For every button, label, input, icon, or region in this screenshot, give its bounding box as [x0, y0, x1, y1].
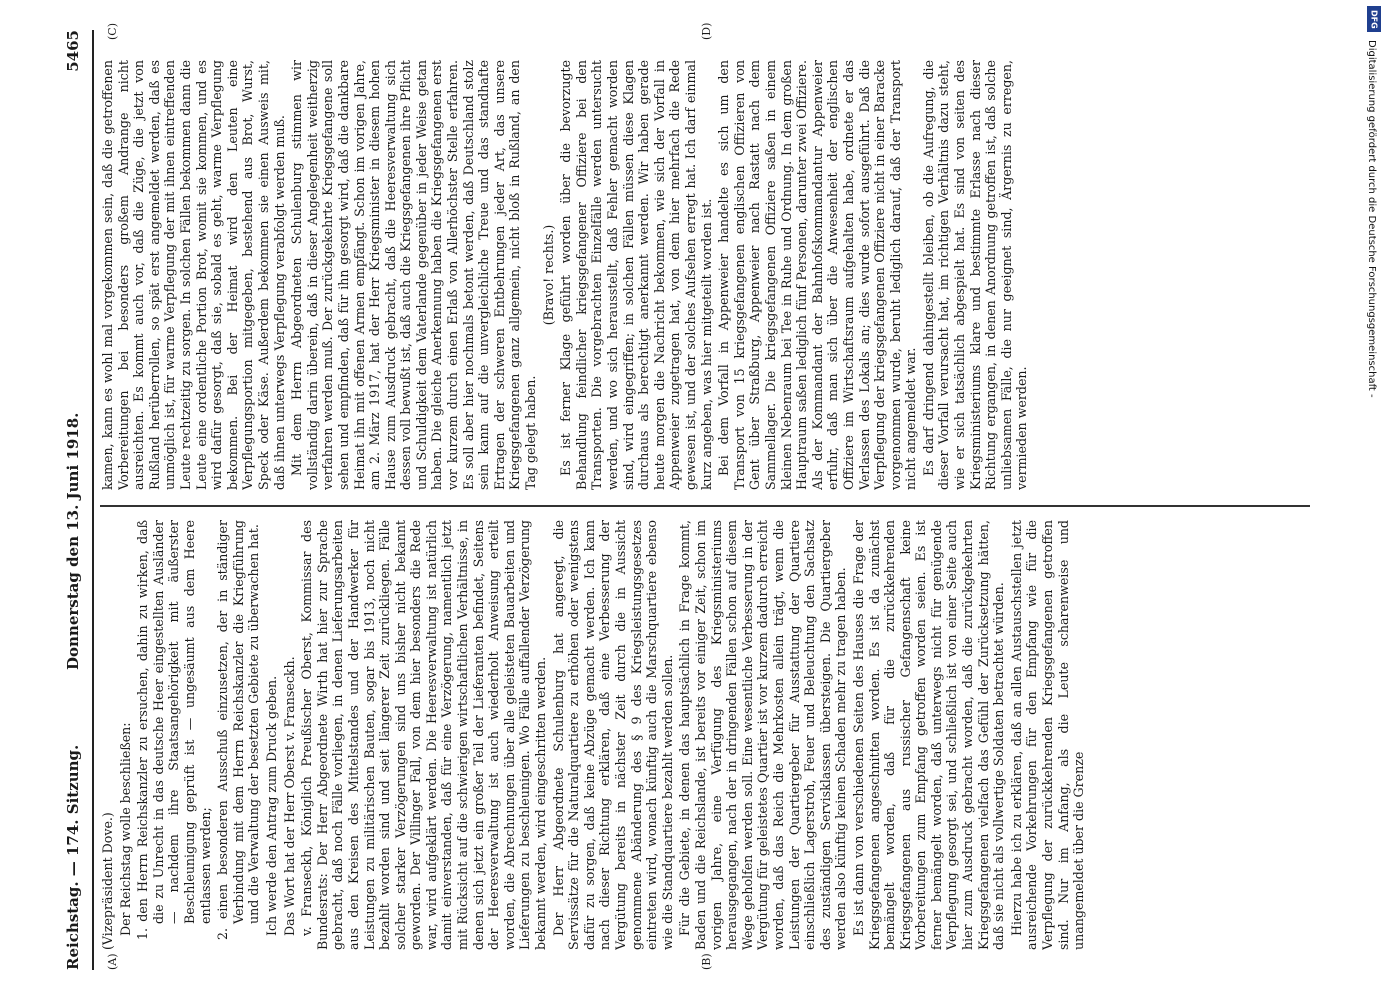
paragraph: Mit dem Herrn Abgeordneten Schulenburg stimmen wir vollständig darin überein, daß in dieser Angelegenheit weitherzig verfahren werden muß. Der zurückgekehrte Kriegsgefangene soll sehen und empfinden, daß für ihn gesorgt wird, daß die dankbare Heimat ihn mit offenen Armen empfängt. Schon im vorigen Jahre, am 2. März 1917, hat der Herr Kriegsminister in diesem hohen Hause zum Ausdruck gebracht, daß die Heeresverwaltung sich dessen voll bewußt ist, daß auch die Kriegsgefangenen ihre Pflicht und Schuldigkeit dem Vaterlande gegenüber in jeder Weise getan haben. Die gleiche Anerkennung haben die Kriegsgefangenen erst vor kurzem durch einen Erlaß von Allerhöchster Stelle erfahren. Es soll aber hier nochmals betont werden, daß Deutschland stolz sein kann auf die unvergleichliche Treue und das standhafte Ertragen der schweren Entbehrungen jeder Art, das unsere Kriegsgefangenen ganz allgemein, nicht bloß in Rußland, an den Tag gelegt haben.: [289, 60, 539, 490]
paragraph: Es ist ferner Klage geführt worden über die bevorzugte Behandlung feindlicher kriegsgefangener Offiziere bei den Transporten. Die vorgebrachten Einzelfälle werden untersucht werden, und wo sich herausstellt, daß Fehler gemacht worden sind, wird eingegriffen; in solchen Fällen müssen diese Klagen durchaus als berechtigt anerkannt werden. Wir haben gerade heute morgen die Nachricht bekommen, wie sich der Vorfall in Appenweier zugetragen hat, von dem hier mehrfach die Rede gewesen ist, und der solches Aufsehen erregt hat. Ich darf einmal kurz angeben, was hier mitgeteilt worden ist.: [558, 60, 714, 490]
margin-marker-c: (C): [106, 23, 119, 40]
list-item: 2. einen besonderen Ausschuß einzusetzen, der in ständiger Verbindung mit dem Herrn Reichskanzler die Kriegführung und die Verwaltung der besetzten Gebiete zu überwachen hat.: [215, 520, 262, 940]
paragraph: kamen, kann es wohl mal vorgekommen sein, daß die getroffenen Vorbereitungen bei besonders großem Andrange nicht ausreichten. Es kommt auch vor, daß die Züge, die jetzt von Rußland herüberrollen, so spät erst angemeldet werden, daß es unmöglich ist, für warme Verpflegung der mit ihnen eintreffenden Leute rechtzeitig zu sorgen. In solchen Fällen bekommen dann die Leute eine ordentliche Portion Brot, womit sie kommen, und es wird dafür gesorgt, daß sie, sobald es geht, warme Verpflegung bekommen. Bei der Heimat wird den Leuten eine Verpflegungsportion mitgegeben, bestehend aus Brot, Wurst, Speck oder Käse. Außerdem bekommen sie einen Ausweis mit, daß ihnen unterwegs Verpflegung verabfolgt werden muß.: [100, 60, 287, 490]
paragraph: Es darf dringend dahingestellt bleiben, ob die Aufregung, die dieser Vorfall verursacht hat, im richtigen Verhältnis dazu steht, wie er sich tatsächlich abgespielt hat. Es sind von seiten des Kriegsministeriums klare und bestimmte Erlasse nach dieser Richtung ergangen, in denen Anordnung getroffen ist, daß solche unliebsamen Fälle, die nur geeignet sind, Ärgernis zu erregen, vermieden werden.: [920, 60, 1030, 490]
page-number: 5465: [64, 30, 82, 72]
margin-marker-d: (D): [700, 22, 713, 40]
right-column: [100, 60, 1310, 490]
page-header: [60, 30, 100, 970]
paragraph: Ich werde den Antrag zum Druck geben.: [263, 675, 279, 936]
header-rule: [92, 30, 94, 970]
column-divider: [100, 506, 1310, 508]
margin-marker-b: (B): [700, 953, 713, 970]
list-item: 1. den Herrn Reichskanzler zu ersuchen, dahin zu wirken, daß die zu Unrecht in das deutsche Heer eingestellten Ausländer — nachdem ihre Staatsangehörigkeit mit äußerster Beschleunigung geprüft ist — ungesäumt aus dem Heere entlassen werden;: [135, 520, 213, 940]
paragraph: Der Herr Abgeordnete Schulenburg hat angeregt, die Servissätze für die Naturalquartiere zu erhöhen oder wenigstens dafür zu sorgen, daß keine Abzüge gemacht werden. Ich kann nach dieser Richtung erklären, daß eine Verbesserung der Vergütung bereits in nächster Zeit durch die in Aussicht genommene Abänderung des § 9 des Kriegsleistungsgesetzes eintreten wird, wonach künftig auch die Marschquartiere ebenso wie die Standquartiere bezahlt werden sollen.: [550, 520, 675, 950]
paragraph: v. Franseckh, Königlich Preußischer Oberst, Kommissar des Bundesrats: Der Herr Abgeordnete Wirth hat hier zur Sprache gebracht, daß noch Fälle vorliegen, in denen Lieferungsarbeiten aus den Kreisen des Mittelstandes und der Handwerker für Leistungen zu militärischen Bauten, sogar bis 1913, noch nicht bezahlt worden sind und seit längerer Zeit zurückliegen. Fälle solcher starker Verzögerungen sind uns bisher nicht bekannt geworden. Der Villinger Fall, von dem hier besonders die Rede war, wird aufgeklärt werden. Die Heeresverwaltung ist natürlich damit einverstanden, daß für eine Verzögerung, namentlich jetzt mit Rücksicht auf die schwierigen wirtschaftlichen Verhältnisse, in denen sich jetzt ein großer Teil der Lieferanten befindet, Seitens der Heeresverwaltung ist auch wiederholt Anweisung erteilt worden, die Abrechnungen über alle geleisteten Bauarbeiten und Lieferungen zu beschleunigen. Wo Fälle auffallender Verzögerung bekannt werden, wird eingeschritten werden.: [299, 520, 549, 950]
left-column: [100, 520, 1310, 950]
margin-marker-a: (A): [106, 953, 119, 970]
speaker-note: (Vizepräsident Dove.): [100, 812, 115, 950]
paragraph: Für die Gebiete, in denen das hauptsächlich in Frage kommt, Baden und die Reichslande, ist bereits vor einiger Zeit, schon im vorigen Jahre, eine Verfügung des Kriegsministeriums herausgegangen, nach der in dringenden Fällen schon auf diesem Wege geholfen werden soll. Eine wesentliche Verbesserung in der Vergütung für geleistetes Quartier ist vor kurzem dadurch erreicht worden, daß das Reich die Mehrkosten allein trägt, wenn die Leistungen der Quartiergeber für Ausstattung der Quartiere einschließlich Lagerstroh, Feuer und Beleuchtung den Sachsatz des zuständigen Servisklassen übersteigen. Die Quartiergeber werden also künftig keinen Schaden mehr zu tragen haben.: [677, 520, 849, 950]
digitization-note: Digitalisierung gefördert durch die Deutsche Forschungsgemeinschaft -: [1366, 40, 1377, 398]
header-date: Donnerstag den 13. Juni 1918.: [64, 412, 82, 670]
dfg-logo-badge: DFG: [1367, 6, 1381, 32]
applause-note: (Bravo! rechts.): [540, 224, 556, 326]
paragraph: Hierzu habe ich zu erklären, daß an allen Austauschstellen jetzt ausreichende Vorkehrungen für den Empfang wie für die Verpflegung der zurückkehrenden Kriegsgefangenen getroffen sind. Nur im Anfang, als die Leute scharenweise und unangemeldet über die Grenze: [1008, 520, 1087, 950]
paragraph: Es ist dann von verschiedenen Seiten des Hauses die Frage der Kriegsgefangenen angeschnitten worden. Es ist da zunächst bemängelt worden, daß für die zurückkehrenden Kriegsgefangenen aus russischer Gefangenschaft keine Vorbereitungen zum Empfang getroffen worden seien. Es ist ferner bemängelt worden, daß unterwegs nicht für genügende Verpflegung gesorgt sei, und schließlich ist von einer Seite auch hier zum Ausdruck gebracht worden, daß die zurückgekehrten Kriegsgefangenen vielfach das Gefühl der Zurücksetzung hätten, daß sie nicht als vollwertige Soldaten betrachtet würden.: [850, 520, 1007, 950]
header-left: Reichstag. — 174. Sitzung.: [64, 744, 82, 970]
paragraph: Der Reichstag wolle beschließen:: [117, 722, 133, 936]
paragraph: Das Wort hat der Herr Oberst v. Franseckh.: [281, 656, 297, 936]
paragraph: Bei dem Vorfall in Appenweier handelte es sich um den Transport von 15 kriegsgefangenen englischen Offizieren von Gent über Straßburg, Appenweier nach Rastatt nach dem Sammellager. Die kriegsgefangenen Offiziere saßen in einem kleinen Nebenraum bei Tee in Ruhe und Ordnung. In dem großen Hauptraum saßen lediglich fünf Personen, darunter zwei Offiziere. Als der Kommandant der Bahnhofskommandantur Appenweier erfuhr, daß man sich über die Anwesenheit der englischen Offiziere im Wirtschaftsraum aufgehalten habe, ordnete er das Verlassen des Lokals an; dies wurde sofort ausgeführt. Daß die Verpflegung der kriegsgefangenen Offiziere nicht in einer Baracke vorgenommen wurde, beruht lediglich darauf, daß der Transport nicht angemeldet war.: [716, 60, 919, 490]
